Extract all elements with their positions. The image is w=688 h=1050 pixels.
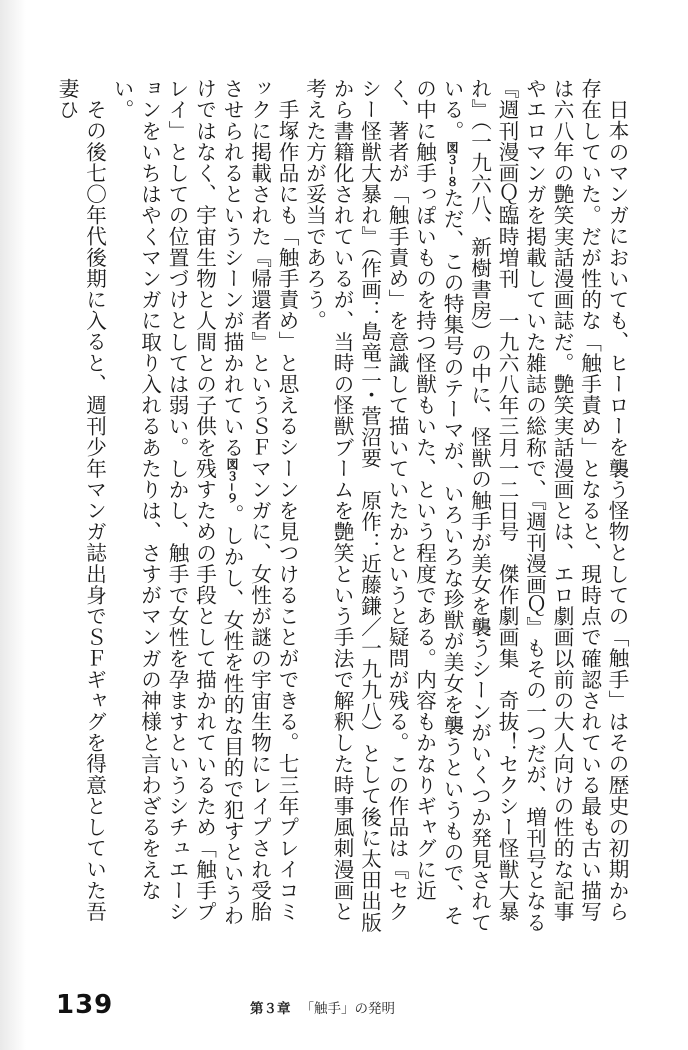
binding-shadow: [0, 0, 26, 1050]
paragraph-1-text-b: ただ、この特集号のテーマが、いろいろな珍獣が美女を襲うというもので、その中に触手っぽいものを持つ怪獣もいた、という程度である。内容もかなりギャグに近く、著者が「触手責め」を意識して描いていたかというと疑問が残る。この作品は『セクシー怪獣大暴れ』（作画：島竜二・菅沼要 原作：近藤鎌／一九九八）として後に太田出版から書籍化されているが、当時の怪獣ブームを艶笑という手法で解釈した時事風刺漫画と考えた方が妥当であろう。: [302, 78, 464, 933]
paragraph-3: [53, 78, 108, 938]
paragraph-1-text-a: 日本のマンガにおいても、ヒーローを襲う怪物としての「触手」はその歴史の初期から存在していた。だが性的な「触手責め」となると、現時点で確認されている最も古い描写は六八年の艶笑実話漫画誌だ。艶笑実話漫画とは、エロ劇画以前の大人向けの性的な記事やエロマンガを掲載していた雑誌の総称で、『週刊漫画Ｑ』もその一つだが、増刊号となる『週刊漫画Ｑ臨時増刊 一九六八年三月一二日号 傑作劇画集 奇抜！セクシー怪獣大暴れ』（一九六八、新樹書房）の中に、怪獣の触手が美女を襲うシーンがいくつか発見されている。: [440, 78, 629, 933]
paragraph-2: [108, 78, 301, 938]
chapter-number: 第３章: [250, 1001, 291, 1017]
figure-reference-3-9: 図３−９: [225, 457, 239, 504]
page-number: 139: [56, 990, 114, 1020]
paragraph-3-text: その後七〇年代後期に入ると、週刊少年マンガ誌出身でＳＦギャグを得意としていた吾妻ひ: [55, 78, 107, 922]
running-footer: [250, 997, 395, 1017]
vertical-body-text: [30, 78, 630, 938]
paragraph-2-text-a: 手塚作品にも「触手責め」と思えるシーンを見つけることができる。七三年プレイコミックに掲載された『帰還者』というＳＦマンガに、女性が謎の宇宙生物にレイプされ受胎させられるというシーンが描かれている: [220, 78, 299, 922]
figure-reference-3-8: 図３−８: [445, 141, 459, 188]
paragraph-1: [300, 78, 630, 938]
chapter-title: 「触手」の発明: [300, 1001, 395, 1017]
paragraph-2-text-b: 。しかし、女性を性的な目的で犯すというわけではなく、宇宙生物と人間との子供を残すための手段として描かれているため「触手プレイ」としての位置づけとしては弱い。しかし、触手で女性を孕ますというシチュエーションをいちはやくマンガに取り入れるあたりは、さすがマンガの神様と言わざるをえない。: [110, 78, 244, 926]
